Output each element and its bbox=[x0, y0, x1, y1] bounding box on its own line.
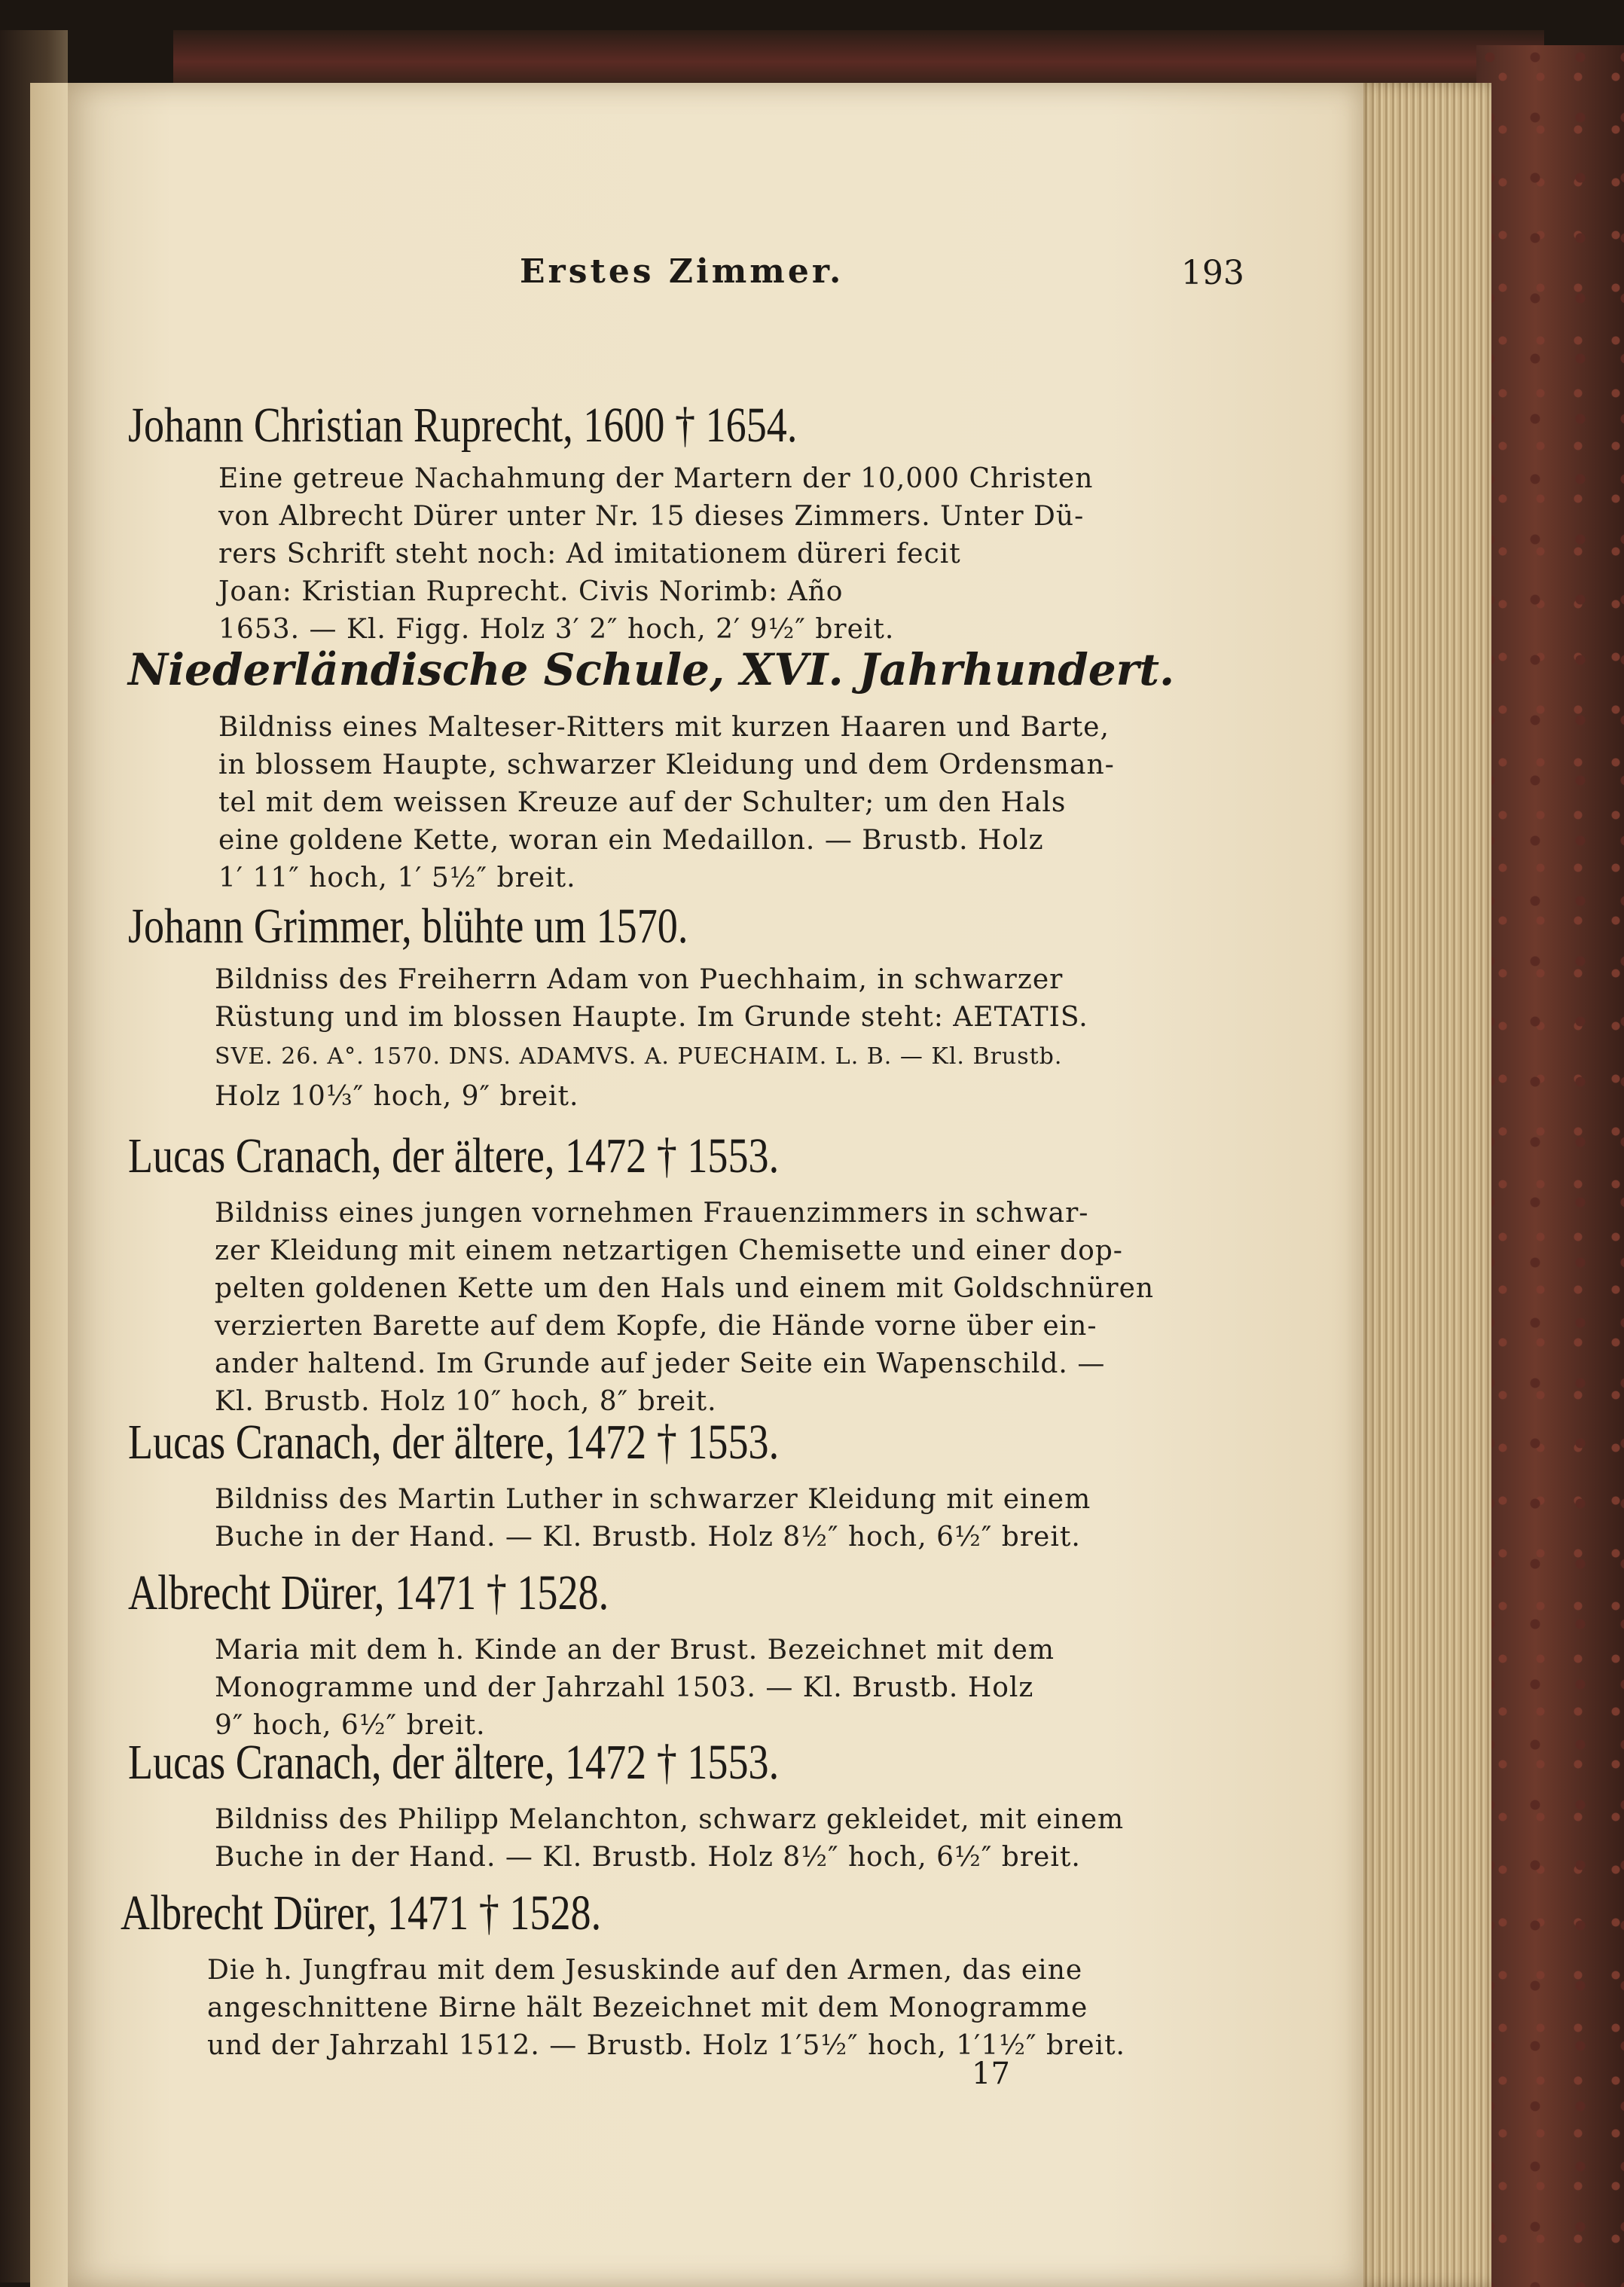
entry-line: eine goldene Kette, woran ein Medaillon. — Brustb. Holz bbox=[218, 825, 1044, 856]
entry-line: und der Jahrzahl 1512. — Brustb. Holz 1′5½″ hoch, 1′1½″ breit. bbox=[207, 2030, 1125, 2061]
entry-title: Albrecht Dürer, 1471 † 1528. bbox=[121, 1885, 602, 1940]
entry-title: Niederländische Schule, XVI. Jahrhundert. bbox=[128, 644, 1175, 695]
entry-line: angeschnittene Birne hält Bezeichnet mit dem Monogramme bbox=[207, 1992, 1088, 2023]
entry-title: Albrecht Dürer, 1471 † 1528. bbox=[128, 1565, 609, 1620]
entry-title: Lucas Cranach, der ältere, 1472 † 1553. bbox=[128, 1128, 780, 1183]
entry-line: SVE. 26. A°. 1570. DNS. ADAMVS. A. PUECHAIM. L. B. — Kl. Brustb. bbox=[215, 1043, 1063, 1070]
entry-title: Johann Grimmer, blühte um 1570. bbox=[128, 899, 688, 954]
entry-line: pelten goldenen Kette um den Hals und einem mit Goldschnüren bbox=[215, 1273, 1155, 1304]
page-edges bbox=[1356, 83, 1491, 2287]
entry-line: rers Schrift steht noch: Ad imitationem düreri fecit bbox=[218, 539, 961, 569]
entry-line: Bildniss des Freiherrn Adam von Puechhaim, in schwarzer bbox=[215, 964, 1064, 995]
book-page bbox=[68, 83, 1363, 2287]
entry-line: Maria mit dem h. Kinde an der Brust. Bezeichnet mit dem bbox=[215, 1635, 1055, 1666]
entry-line: 9″ hoch, 6½″ breit. bbox=[215, 1710, 486, 1741]
entry-line: in blossem Haupte, schwarzer Kleidung und dem Ordensman- bbox=[218, 750, 1115, 780]
entry-line: Bildniss des Martin Luther in schwarzer Kleidung mit einem bbox=[215, 1484, 1091, 1515]
entry-line: von Albrecht Dürer unter Nr. 15 dieses Zimmers. Unter Dü- bbox=[218, 501, 1085, 532]
running-head: Erstes Zimmer. bbox=[520, 252, 844, 291]
entry-line: Eine getreue Nachahmung der Martern der 10,000 Christen bbox=[218, 463, 1094, 494]
entry-line: Buche in der Hand. — Kl. Brustb. Holz 8½″ hoch, 6½″ breit. bbox=[215, 1522, 1081, 1553]
entry-line: Die h. Jungfrau mit dem Jesuskinde auf den Armen, das eine bbox=[207, 1955, 1083, 1986]
entry-line: tel mit dem weissen Kreuze auf der Schulter; um den Hals bbox=[218, 787, 1067, 818]
entry-line: Monogramme und der Jahrzahl 1503. — Kl. Brustb. Holz bbox=[215, 1672, 1034, 1703]
entry-line: zer Kleidung mit einem netzartigen Chemisette und einer dop- bbox=[215, 1235, 1123, 1266]
signature-mark: 17 bbox=[972, 2056, 1010, 2091]
entry-line: 1′ 11″ hoch, 1′ 5½″ breit. bbox=[218, 863, 576, 893]
entry-line: ander haltend. Im Grunde auf jeder Seite ein Wapenschild. — bbox=[215, 1348, 1106, 1379]
entry-line: Buche in der Hand. — Kl. Brustb. Holz 8½″ hoch, 6½″ breit. bbox=[215, 1842, 1081, 1873]
book-cover-right bbox=[1476, 45, 1624, 2287]
entry-line: Bildniss eines jungen vornehmen Frauenzimmers in schwar- bbox=[215, 1198, 1089, 1229]
entry-line: Holz 10⅓″ hoch, 9″ breit. bbox=[215, 1081, 579, 1112]
entry-title: Lucas Cranach, der ältere, 1472 † 1553. bbox=[128, 1415, 780, 1470]
entry-line: verzierten Barette auf dem Kopfe, die Hände vorne über ein- bbox=[215, 1311, 1097, 1342]
entry-line: 1653. — Kl. Figg. Holz 3′ 2″ hoch, 2′ 9½″ breit. bbox=[218, 614, 895, 645]
page-number: 193 bbox=[1181, 254, 1244, 292]
entry-line: Bildniss des Philipp Melanchton, schwarz gekleidet, mit einem bbox=[215, 1804, 1125, 1835]
book-spine-top bbox=[173, 30, 1544, 83]
entry-line: Kl. Brustb. Holz 10″ hoch, 8″ breit. bbox=[215, 1386, 717, 1417]
page-header bbox=[520, 252, 1273, 298]
entry-line: Bildniss eines Malteser-Ritters mit kurzen Haaren und Barte, bbox=[218, 712, 1110, 743]
entry-title: Johann Christian Ruprecht, 1600 † 1654. bbox=[128, 398, 798, 453]
entry-line: Joan: Kristian Ruprecht. Civis Norimb: Año bbox=[218, 576, 844, 607]
entry-line: Rüstung und im blossen Haupte. Im Grunde steht: AETATIS. bbox=[215, 1002, 1088, 1033]
entry-title: Lucas Cranach, der ältere, 1472 † 1553. bbox=[128, 1735, 780, 1790]
